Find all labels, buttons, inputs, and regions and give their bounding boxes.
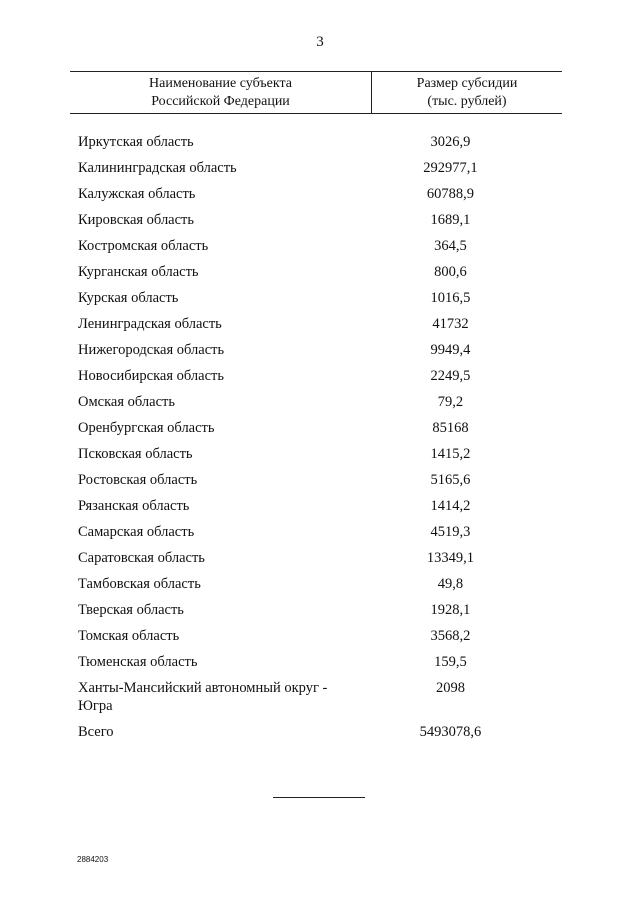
total-label: Всего bbox=[78, 724, 114, 740]
region-name: Ростовская область bbox=[78, 472, 198, 488]
total-amount: 5493078,6 bbox=[419, 724, 482, 740]
column-header-region-line2: Российской Федерации bbox=[151, 94, 290, 109]
region-name: Кировская область bbox=[78, 212, 195, 228]
subsidy-amount: 3026,9 bbox=[430, 134, 471, 150]
region-name: Тамбовская область bbox=[78, 576, 201, 592]
subsidy-amount: 1414,2 bbox=[430, 498, 471, 514]
table-row bbox=[78, 471, 562, 489]
region-name: Курганская область bbox=[78, 264, 199, 280]
region-name: Омская область bbox=[78, 394, 175, 410]
table-body bbox=[78, 133, 562, 749]
end-of-table-rule bbox=[273, 797, 365, 798]
subsidy-amount: 2249,5 bbox=[430, 368, 471, 384]
table-row bbox=[78, 523, 562, 541]
subsidy-amount: 800,6 bbox=[434, 264, 467, 280]
table-header-top-rule bbox=[70, 71, 562, 72]
region-name: Самарская область bbox=[78, 524, 195, 540]
subsidy-amount: 41732 bbox=[432, 316, 469, 332]
subsidy-amount: 1689,1 bbox=[430, 212, 471, 228]
column-header-region bbox=[70, 75, 371, 111]
table-row bbox=[78, 185, 562, 203]
subsidy-amount: 1415,2 bbox=[430, 446, 471, 462]
column-header-amount-line2: (тыс. рублей) bbox=[427, 94, 507, 109]
table-row bbox=[78, 367, 562, 385]
subsidy-amount: 79,2 bbox=[437, 394, 464, 410]
page-number: 3 bbox=[316, 34, 324, 50]
table-row bbox=[78, 601, 562, 619]
table-row bbox=[78, 341, 562, 359]
column-header-amount bbox=[372, 75, 562, 111]
subsidy-amount: 9949,4 bbox=[430, 342, 471, 358]
subsidy-amount: 1016,5 bbox=[430, 290, 471, 306]
table-row bbox=[78, 237, 562, 255]
region-name: Тверская область bbox=[78, 602, 184, 618]
column-header-amount-line1: Размер субсидии bbox=[416, 76, 518, 91]
subsidy-amount: 4519,3 bbox=[430, 524, 471, 540]
region-name: Ханты-Мансийский автономный округ - Югра bbox=[78, 680, 328, 714]
region-name: Курская область bbox=[78, 290, 179, 306]
region-name: Рязанская область bbox=[78, 498, 190, 514]
subsidy-amount: 3568,2 bbox=[430, 628, 471, 644]
column-header-region-line1: Наименование субъекта bbox=[149, 76, 292, 91]
table-row bbox=[78, 315, 562, 333]
table-row bbox=[78, 159, 562, 177]
subsidy-amount: 13349,1 bbox=[426, 550, 474, 566]
subsidy-amount: 1928,1 bbox=[430, 602, 471, 618]
region-name: Тюменская область bbox=[78, 654, 198, 670]
subsidy-amount: 364,5 bbox=[434, 238, 467, 254]
region-name: Костромская область bbox=[78, 238, 209, 254]
table-header-bottom-rule bbox=[70, 113, 562, 114]
table-row bbox=[78, 549, 562, 567]
subsidy-amount: 5165,6 bbox=[430, 472, 471, 488]
subsidy-amount: 49,8 bbox=[437, 576, 464, 592]
subsidy-amount: 159,5 bbox=[434, 654, 467, 670]
table-row bbox=[78, 679, 562, 715]
table-row bbox=[78, 575, 562, 593]
region-name: Томская область bbox=[78, 628, 180, 644]
region-name: Ленинградская область bbox=[78, 316, 222, 332]
table-row-total bbox=[78, 723, 562, 741]
region-name: Иркутская область bbox=[78, 134, 194, 150]
subsidy-amount: 60788,9 bbox=[426, 186, 474, 202]
table-row bbox=[78, 497, 562, 515]
subsidy-amount: 85168 bbox=[432, 420, 469, 436]
table-row bbox=[78, 627, 562, 645]
region-name: Калининградская область bbox=[78, 160, 237, 176]
table-row bbox=[78, 445, 562, 463]
table-row bbox=[78, 211, 562, 229]
region-name: Псковская область bbox=[78, 446, 193, 462]
region-name: Калужская область bbox=[78, 186, 196, 202]
table-row bbox=[78, 263, 562, 281]
region-name: Саратовская область bbox=[78, 550, 205, 566]
subsidy-amount: 292977,1 bbox=[423, 160, 478, 176]
region-name: Нижегородская область bbox=[78, 342, 225, 358]
table-row bbox=[78, 419, 562, 437]
subsidy-amount: 2098 bbox=[435, 680, 465, 696]
table-row bbox=[78, 653, 562, 671]
table-row bbox=[78, 289, 562, 307]
document-code: 2884203 bbox=[77, 855, 109, 864]
table-row bbox=[78, 393, 562, 411]
table-row bbox=[78, 133, 562, 151]
region-name: Оренбургская область bbox=[78, 420, 215, 436]
region-name: Новосибирская область bbox=[78, 368, 224, 384]
